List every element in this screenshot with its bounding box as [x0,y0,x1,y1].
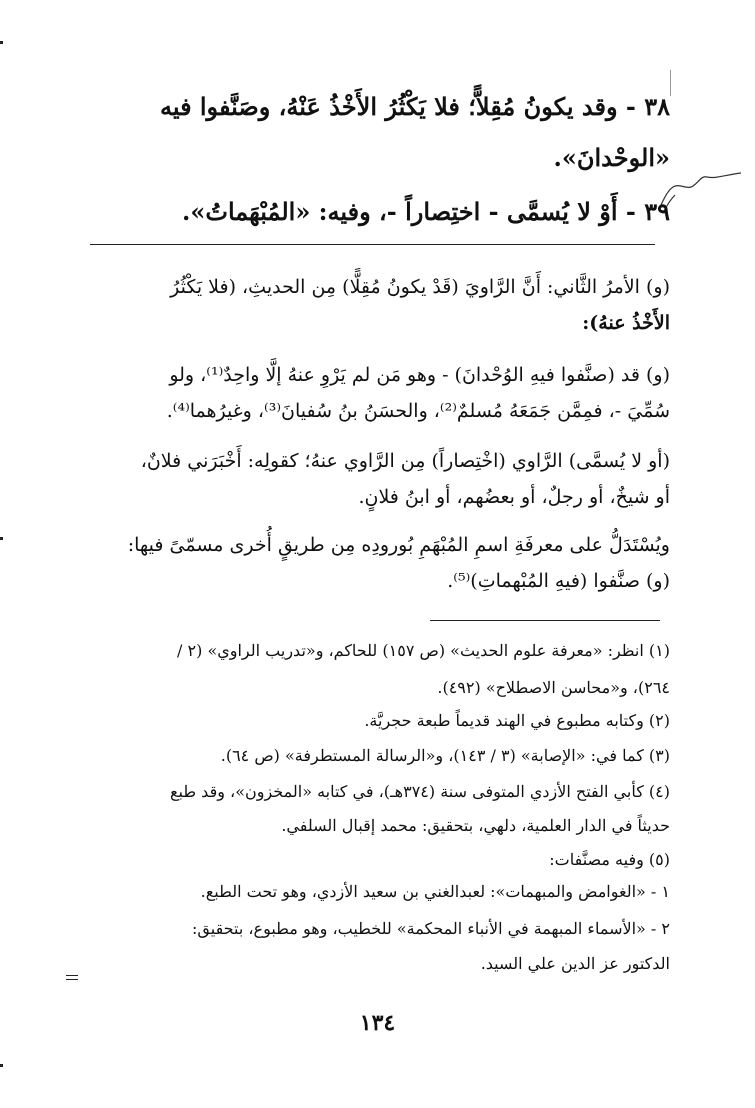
footnote-3: (٣) كما في: «الإصابة» (٣ / ١٤٣)، و«الرسالة المستطرفة» (ص ٦٤). [220,746,670,765]
commentary-p4-line-1: ويُسْتَدَلُّ على معرفَةِ اسمِ المُبْهَمِ بُورودِه مِن طريقٍ أُخرى مسمّىً فيها: [127,534,670,556]
item-38-line-1: ٣٨ - وقد يكونُ مُقِلاًّ؛ فلا يَكْثُرُ الأَخْذُ عَنْهُ، وصَنَّفوا فيه [159,92,670,121]
footnote-divider [430,620,660,621]
margin-mark-equals-1 [66,975,78,976]
commentary-p1-line-2: الأَخْذُ عنهُ): [582,312,670,334]
commentary-p4-line-2: (و) صنَّفوا (فيهِ المُبْهماتِ)⁽⁵⁾. [447,570,670,592]
footnote-5-item-2-line-1: ٢ - «الأسماء المبهمة في الأنباء المحكمة» للخطيب، وهو مطبوع، بتحقيق: [192,919,670,938]
commentary-p3-line-2: أو شيخٌ، أو رجلٌ، أو بعضُهم، أو ابنُ فلانٍ. [358,486,670,508]
commentary-p2-line-1: (و) قد (صنَّفوا فيهِ الوُحْدانَ) - وهو مَن لم يَرْوِ عنهُ إلَّا واحِدٌ⁽¹⁾، ولو [169,364,670,386]
item-38-line-2: «الوحْدانَ». [553,143,670,172]
commentary-p1-line-1: (و) الأمرُ الثَّاني: أَنَّ الرَّاويَ (قَدْ يكونُ مُقِلًّا) مِن الحديثِ، (فلا يَكْثُرُ [170,276,670,298]
item-39-line-1: ٣٩ - أَوْ لا يُسمَّى - اختِصاراً -، وفيه: «المُبْهَماتُ». [182,197,670,226]
footnote-5: (٥) وفيه مصنَّفات: [549,850,670,869]
margin-mark-middle [0,537,3,540]
margin-mark-bottom [0,1064,3,1067]
footnote-1-line-2: ٢٦٤)، و«محاسن الاصطلاح» (٤٩٢). [437,678,670,697]
margin-vertical-line [670,70,671,96]
margin-mark-equals-2 [66,979,78,980]
footnote-2: (٢) وكتابه مطبوع في الهند قديماً طبعة حجريَّة. [364,711,670,730]
footnote-4-line-2: حديثاً في الدار العلمية، دلهي، بتحقيق: محمد إقبال السلفي. [281,816,670,835]
page-number: ١٣٤ [359,1010,396,1036]
footnote-1-line-1: (١) انظر: «معرفة علوم الحديث» (ص ١٥٧) للحاكم، و«تدريب الراوي» (٢ / [177,641,670,660]
footnote-5-item-2-line-2: الدكتور عز الدين علي السيد. [480,954,670,973]
commentary-p3-line-1: (أو لا يُسمَّى) الرَّاوي (اخْتِصاراً) مِن الرَّاوي عنهُ؛ كقولِه: أَخْبَرَني فلانٌ، [140,450,670,472]
footnote-5-item-1: ١ - «الغوامض والمبهمات»: لعبدالغني بن سعيد الأزدي، وهو تحت الطبع. [200,882,670,901]
main-text-divider [90,244,655,245]
footnote-4-line-1: (٤) كأبي الفتح الأزدي المتوفى سنة (٣٧٤هـ)، في كتابه «المخزون»، وقد طبع [170,782,670,801]
margin-mark-top [0,41,3,44]
commentary-p2-line-2: سُمِّيَ -، فمِمَّن جَمَعَهُ مُسلمٌ⁽²⁾، والحسَنُ بنُ سُفيانَ⁽³⁾، وغيرُهما⁽⁴⁾. [166,400,670,422]
